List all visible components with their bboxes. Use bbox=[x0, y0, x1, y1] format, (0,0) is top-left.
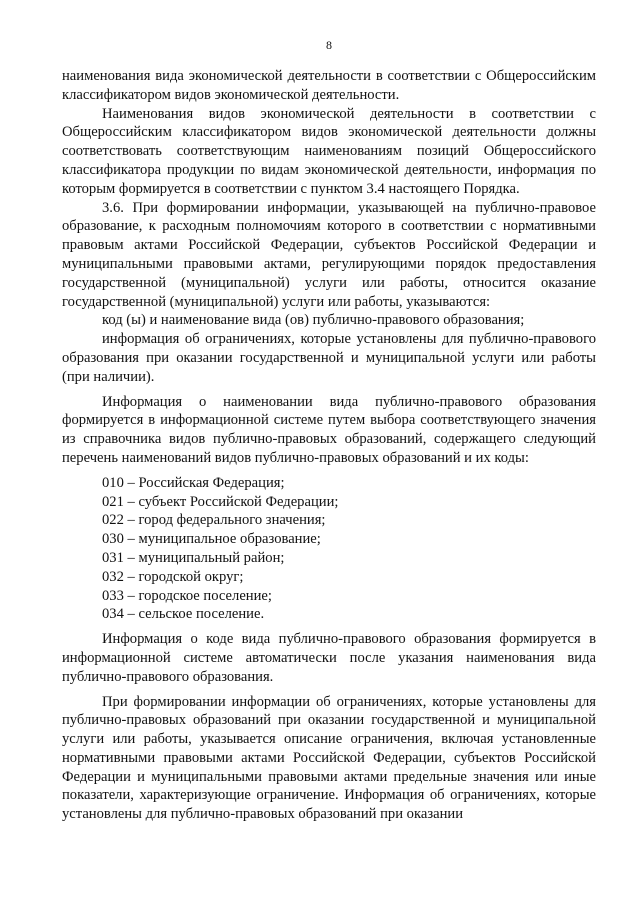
paragraph-code-auto: Информация о коде вида публично-правового образования формируется в информационной системе автоматически после указания наименования вида публично-правового образования. bbox=[62, 631, 596, 685]
paragraph-continuation: наименования вида экономической деятельности в соответствии с Общероссийским классификатором видов экономической деятельности. bbox=[62, 68, 596, 103]
list-item: 034 – сельское поселение. bbox=[102, 606, 265, 623]
list-item: 022 – город федерального значения; bbox=[102, 512, 326, 529]
paragraph-activity-names: Наименования видов экономической деятельности в соответствии с Общероссийским классификатором видов экономической деятельности должны соответствовать соответствующим наименованиям позиций Общероссийского классификатора продукции по видам экономической деятельности, информация по которым формируется в соответствии с пунктом 3.4 настоящего Порядка. bbox=[62, 105, 596, 197]
paragraph-type-info: Информация о наименовании вида публично-правового образования формируется в информационной системе путем выбора соответствующего значения из справочника видов публично-правовых образований, содержащего следующий перечень наименований видов публично-правовых образований и их коды: bbox=[62, 393, 596, 466]
list-item: 030 – муниципальное образование; bbox=[102, 531, 321, 548]
codes-list bbox=[62, 474, 596, 624]
list-item: 021 – субъект Российской Федерации; bbox=[102, 493, 339, 510]
list-item: 032 – городской округ; bbox=[102, 568, 244, 585]
page-number: 8 bbox=[326, 38, 332, 52]
list-item: 033 – городское поселение; bbox=[102, 587, 272, 604]
paragraph-restrictions: информация об ограничениях, которые установлены для публично-правового образования при оказании государственной и муниципальной услуги или работы (при наличии). bbox=[62, 331, 596, 385]
paragraph-section-3-6: 3.6. При формировании информации, указывающей на публично-правовое образование, к расходным полномочиям которого в соответствии с нормативными правовым актами Российской Федерации, субъектов Российской Федерации и муниципальными правовыми актами, регулирующими порядок предоставления государственной (муниципальной) услуги или работы, относится оказание государственной (муниципальной) услуги или работы, указываются: bbox=[62, 199, 596, 310]
list-item: 010 – Российская Федерация; bbox=[102, 474, 285, 491]
paragraph-codes-names: код (ы) и наименование вида (ов) публично-правового образования; bbox=[102, 312, 525, 329]
paragraph-restrictions-description: При формировании информации об ограничениях, которые установлены для публично-правовых образований при оказании государственной и муниципальной услуги или работы, указывается описание ограничения, включая установленные нормативными правовыми актами Российской Федерации, субъектов Российской Федерации и муниципальными правовыми актами предельные значения или иные показатели, характеризующие ограничение. Информация об ограничениях, которые установлены для публично-правовых образований при оказании bbox=[62, 693, 596, 823]
list-item: 031 – муниципальный район; bbox=[102, 549, 285, 566]
